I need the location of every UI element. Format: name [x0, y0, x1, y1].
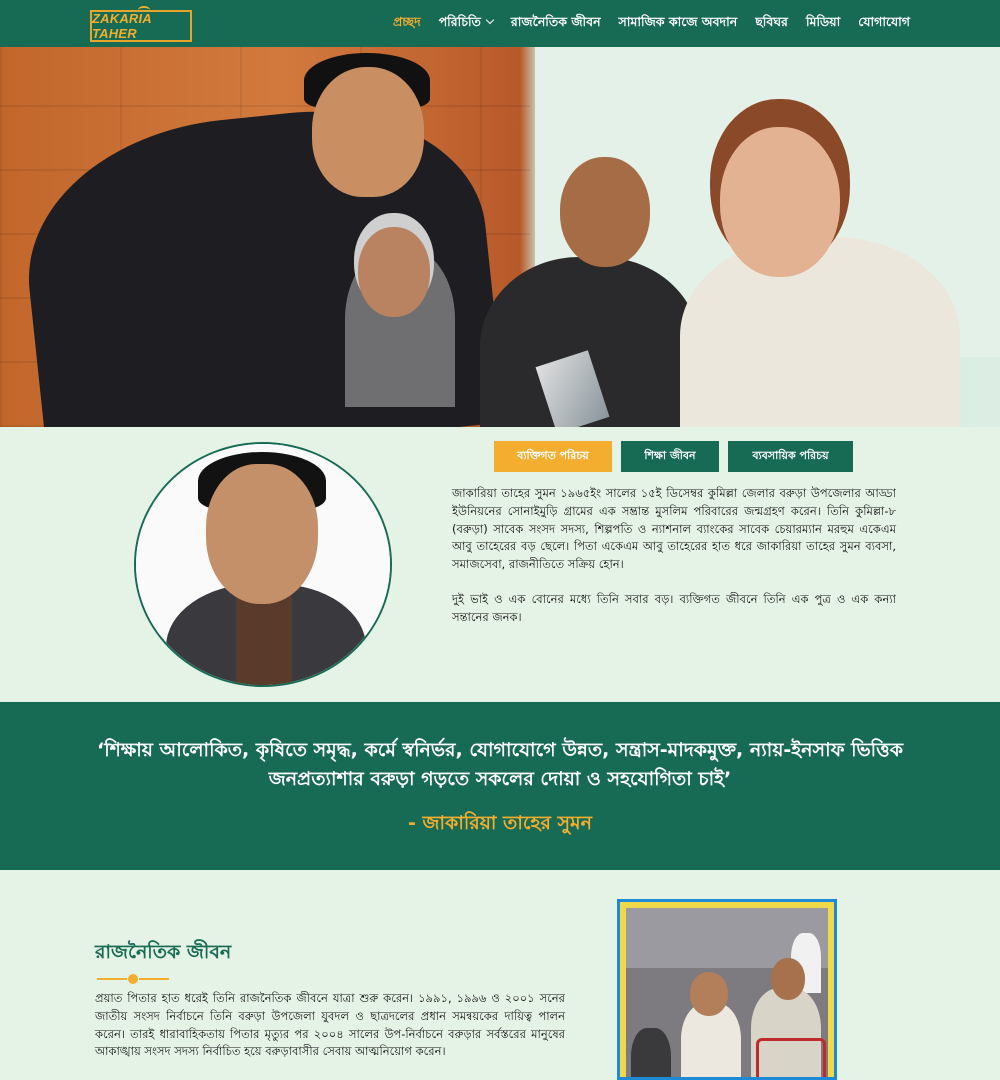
- political-section: [0, 870, 1000, 1080]
- hero-person-left-head: [312, 67, 424, 197]
- hero-person-old-head: [358, 227, 430, 317]
- divider-dot: [128, 974, 138, 984]
- chevron-down-icon: [486, 15, 494, 23]
- political-title: রাজনৈতিক জীবন: [95, 941, 232, 963]
- photo-person-center-head: [690, 972, 728, 1016]
- nav-about-label: পরিচিতি: [438, 13, 481, 29]
- quote-section: [0, 702, 1000, 870]
- tab-business[interactable]: ব্যবসায়িক পরিচয়: [728, 441, 853, 472]
- portrait-photo: [134, 442, 392, 687]
- bird-icon: [138, 6, 150, 14]
- nav-political-life[interactable]: রাজনৈতিক জীবন: [510, 13, 601, 29]
- nav-media[interactable]: মিডিয়া: [805, 13, 841, 29]
- tab-personal[interactable]: ব্যক্তিগত পরিচয়: [494, 441, 612, 472]
- title-divider: [97, 973, 169, 985]
- main-nav: [393, 0, 910, 47]
- site-header: [0, 0, 1000, 47]
- bio-paragraph-2: দুই ভাই ও এক বোনের মধ্যে তিনি সবার বড়। ব্যক্তিগত জীবনে তিনি এক পুত্র ও এক কন্যা সন্তানের জনক।: [452, 591, 896, 624]
- hero-image: [0, 47, 1000, 427]
- bio-text: [452, 485, 896, 627]
- nav-gallery[interactable]: ছবিঘর: [755, 13, 788, 29]
- political-photo-inner: [626, 908, 828, 1077]
- logo-text: ZAKARIA TAHER: [92, 11, 152, 41]
- nav-social-work[interactable]: সামাজিক কাজে অবদান: [618, 13, 738, 29]
- hero-person-right-head: [720, 127, 840, 277]
- photo-person-left: [631, 1028, 671, 1077]
- bio-tabs: [494, 441, 853, 472]
- nav-home[interactable]: প্রচ্ছদ: [392, 13, 421, 29]
- quote-author: - জাকারিয়া তাহের সুমন: [408, 812, 592, 834]
- photo-person-right-head: [771, 958, 805, 1000]
- portrait-shirt: [236, 594, 292, 687]
- nav-about[interactable]: [439, 14, 493, 34]
- bio-paragraph-1: জাকারিয়া তাহের সুমন ১৯৬৫ইং সালের ১৫ই ডিসেম্বর কুমিল্লা জেলার বরুড়া উপজেলার আড্ডা ইউনিয়নের সোনাইমুড়ি গ্রামের এক সম্ভ্রান্ত মুসলিম পরিবারের জন্মগ্রহণ করেন। তিনি কুমিল্লা-৮ (বরুড়া) সাবেক সংসদ সদস্য, শিল্পপতি ও ন্যাশনাল ব্যাংকের সাবেক চেয়ারম্যান মরহুম একেএম আবু তাহেরের বড় ছেলে। পিতা একেএম আবু তাহেরের হাত ধরে জাকারিয়া তাহের সুমন ব্যবসা, সমাজসেবা, রাজনীতিতে সক্রিয় হোন।: [452, 486, 896, 572]
- tab-education[interactable]: শিক্ষা জীবন: [621, 441, 719, 472]
- portrait-face: [206, 464, 318, 604]
- divider-line-right: [139, 978, 169, 980]
- site-logo[interactable]: [90, 10, 192, 42]
- political-text: প্রয়াত পিতার হাত ধরেই তিনি রাজনৈতিক জীবনে যাত্রা শুরু করেন। ১৯৯১, ১৯৯৬ ও ২০০১ সনের জাতীয় সংসদ নির্বাচনে তিনি বরুড়া উপজেলা যুবদল ও ছাত্রদলের প্রধান সমন্বয়কের দায়িত্ব পালন করেন। তারই ধারাবাহিকতায় পিতার মৃত্যুর পর ২০০৪ সালের উপ-নির্বাচনে বরুড়ার সর্বস্তরের মানুষের আকাঙ্খায় সংসদ সদস্য নির্বাচিত হয়ে বরুড়াবাসীর সেবায় আত্মনিয়োগ করেন।: [95, 991, 565, 1059]
- photo-chair: [756, 1038, 826, 1077]
- political-photo: [617, 899, 837, 1080]
- hero-person-right: [680, 237, 960, 427]
- quote-text: ‘শিক্ষায় আলোকিত, কৃষিতে সমৃদ্ধ, কর্মে স্বনির্ভর, যোগাযোগে উন্নত, সন্ত্রাস-মাদকমুক্ত, ন্যায়-ইনসাফ ভিত্তিক জনপ্রত্যাশার বরুড়া গড়তে সকলের দোয়া ও সহযোগিতা চাই’: [97, 739, 903, 790]
- divider-line-left: [97, 978, 127, 980]
- bio-section: [0, 427, 1000, 702]
- hero-person-middle-head: [560, 157, 650, 267]
- nav-contact[interactable]: যোগাযোগ: [858, 13, 910, 29]
